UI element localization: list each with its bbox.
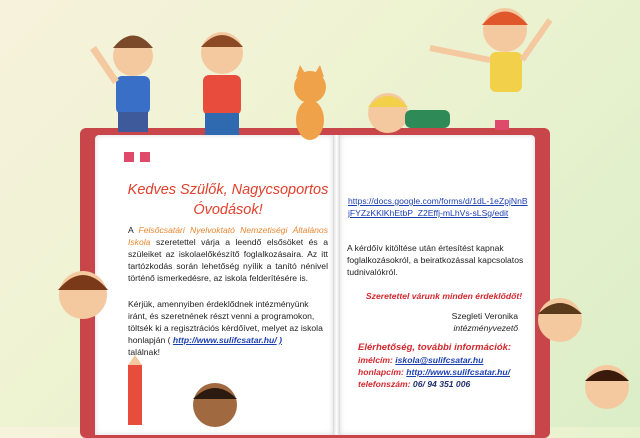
request-paragraph (128, 298, 328, 358)
cat-illustration (280, 65, 340, 145)
book-right-page (340, 135, 535, 435)
girl-right-illustration (575, 355, 640, 427)
signature-name: Szegleti Veronika (451, 311, 518, 321)
pencil-illustration (120, 355, 150, 427)
girl-left-illustration (48, 255, 118, 345)
website-link[interactable]: http://www.sulifcsatar.hu/ (172, 335, 277, 345)
form-link[interactable]: https://docs.google.com/forms/d/1dL-1eZpjNnBjFYZzKKlKhEtbP_Z2Effj-mLhVs-sLSg/edit (348, 196, 528, 218)
web-label: honlapcím: (358, 367, 404, 377)
boy-waving-illustration (88, 18, 178, 168)
email-label: imélcím: (358, 355, 393, 365)
request-tail: találnak! (128, 347, 161, 357)
signature (400, 310, 518, 334)
web-link[interactable]: http://www.sulifcsatar.hu/ (406, 367, 511, 377)
intro-paragraph (128, 224, 328, 284)
boy-bottom-illustration (185, 375, 245, 427)
school-name: Felsőcsatári Nyelvoktató Nemzetiségi Általános Iskola (128, 225, 328, 247)
contact-heading: Elérhetőség, további információk: (358, 342, 512, 353)
intro-text: szeretettel várja a leendő elsősöket és a szüleiket az iskolaelőkészítő foglalkozásaira. Az itt tartózkodás során lehetőség nyílik a tanító nénivel történő ismerkedésre, az iskola felderítésére is. (128, 237, 328, 283)
request-text: Kérjük, amennyiben érdeklődnek intézményünk iránt, és szeretnének részt venni a programokon, töltsék ki a regisztrációs kérdőívet, melyet az iskola honlapján ( (128, 299, 323, 345)
intro-prefix: A (128, 225, 134, 235)
phone-label: telefonszám: (358, 379, 411, 389)
phone-number: 06/ 94 351 006 (412, 379, 471, 389)
notice-text: A kérdőív kitöltése után értesítést kapnak foglalkozásokról, a beiratkozással kapcsolatos tudnivalókról. (347, 243, 524, 277)
signature-role: intézményvezető (453, 323, 518, 333)
welcome-text: Szeretettel várunk minden érdeklődőt! (365, 291, 523, 301)
boy-eating-illustration (185, 15, 260, 155)
contact-block (358, 342, 538, 390)
email-link[interactable]: iskola@sulifcsatar.hu (395, 355, 484, 365)
girl-jumping-illustration (410, 0, 560, 135)
request-suffix: ) (279, 335, 282, 345)
page-title: Kedves Szülők, Nagycsoportos Óvodások! (127, 182, 329, 218)
